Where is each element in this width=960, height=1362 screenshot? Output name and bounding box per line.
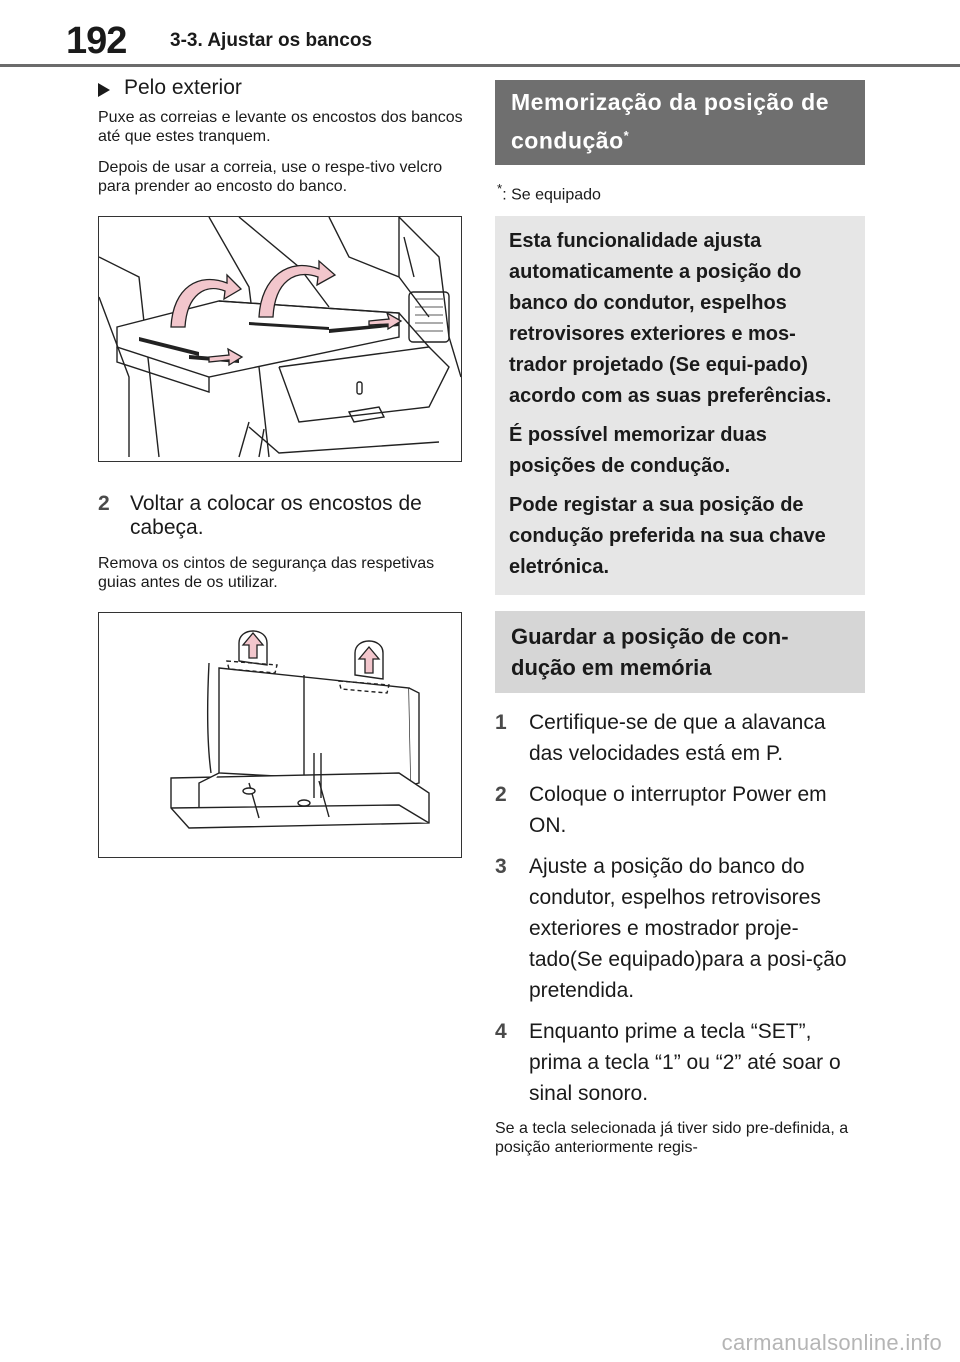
step-number: 1 [495,710,507,734]
step-4 [495,1016,865,1109]
step-text: Coloque o interruptor Power em ON. [529,782,827,837]
paragraph-velcro: Depois de usar a correia, use o respe-tivo velcro para prender ao encosto do banco. [98,159,443,195]
header-rule [0,64,960,67]
subhead-text: Pelo exterior [124,76,242,99]
left-column [98,76,464,858]
cargo-seats-illustration [99,217,461,461]
info-box [495,216,865,595]
heading-memory-position [495,80,865,165]
steps-list [495,707,865,1109]
step-number: 4 [495,1019,507,1043]
triangle-right-icon [98,83,110,97]
section-title: 3-3. Ajustar os bancos [170,30,373,51]
right-column [495,80,865,1169]
footnote-equipped [497,181,865,204]
step-2-headrests [98,492,464,540]
watermark: carmanualsonline.info [721,1330,942,1355]
heading-text: Memorização da posição de condução [511,89,829,154]
paragraph-seatbelts: Remova os cintos de segurança das respetivas guias antes de os utilizar. [98,555,435,591]
page-number: 192 [66,20,127,62]
step-number: 2 [495,782,507,806]
figure-headrests [98,612,462,858]
step-text: Enquanto prime a tecla “SET”, prima a tecla “1” ou “2” até soar o sinal sonoro. [529,1019,841,1105]
info-paragraph: É possível memorizar duas posições de condução. [509,423,767,477]
step-2 [495,779,865,841]
paragraph-straps: Puxe as correias e levante os encostos dos bancos até que estes tranquem. [98,109,463,145]
step-number: 3 [495,854,507,878]
heading-save-position: Guardar a posição de con-dução em memória [495,611,865,693]
step-text: Certifique-se de que a alavanca das velocidades está em P. [529,710,826,765]
page-header [0,0,960,68]
step-1 [495,707,865,769]
step-number: 2 [98,492,110,515]
info-paragraph: Pode registar a sua posição de condução preferida na sua chave eletrónica. [509,493,826,578]
headrest-seat-illustration [99,613,461,857]
subhead-exterior [98,76,464,100]
footnote-asterisk: * [497,180,503,196]
footnote-text: : Se equipado [502,185,601,203]
step-text: Voltar a colocar os encostos de cabeça. [130,492,422,539]
paragraph-preset: Se a tecla selecionada já tiver sido pre-definida, a posição anteriormente regis- [495,1119,849,1156]
figure-cargo-seats [98,216,462,462]
info-paragraph: Esta funcionalidade ajusta automaticamente a posição do banco do condutor, espelhos retrovisores exteriores e mos-trador projetado (Se equi-pado) acordo com as suas preferências. [509,229,832,407]
asterisk-mark: * [623,128,630,143]
step-text: Ajuste a posição do banco do condutor, espelhos retrovisores exteriores e mostrador proje-tado(Se equipado)para a posi-ção pretendida. [529,854,847,1002]
step-3 [495,851,865,1006]
